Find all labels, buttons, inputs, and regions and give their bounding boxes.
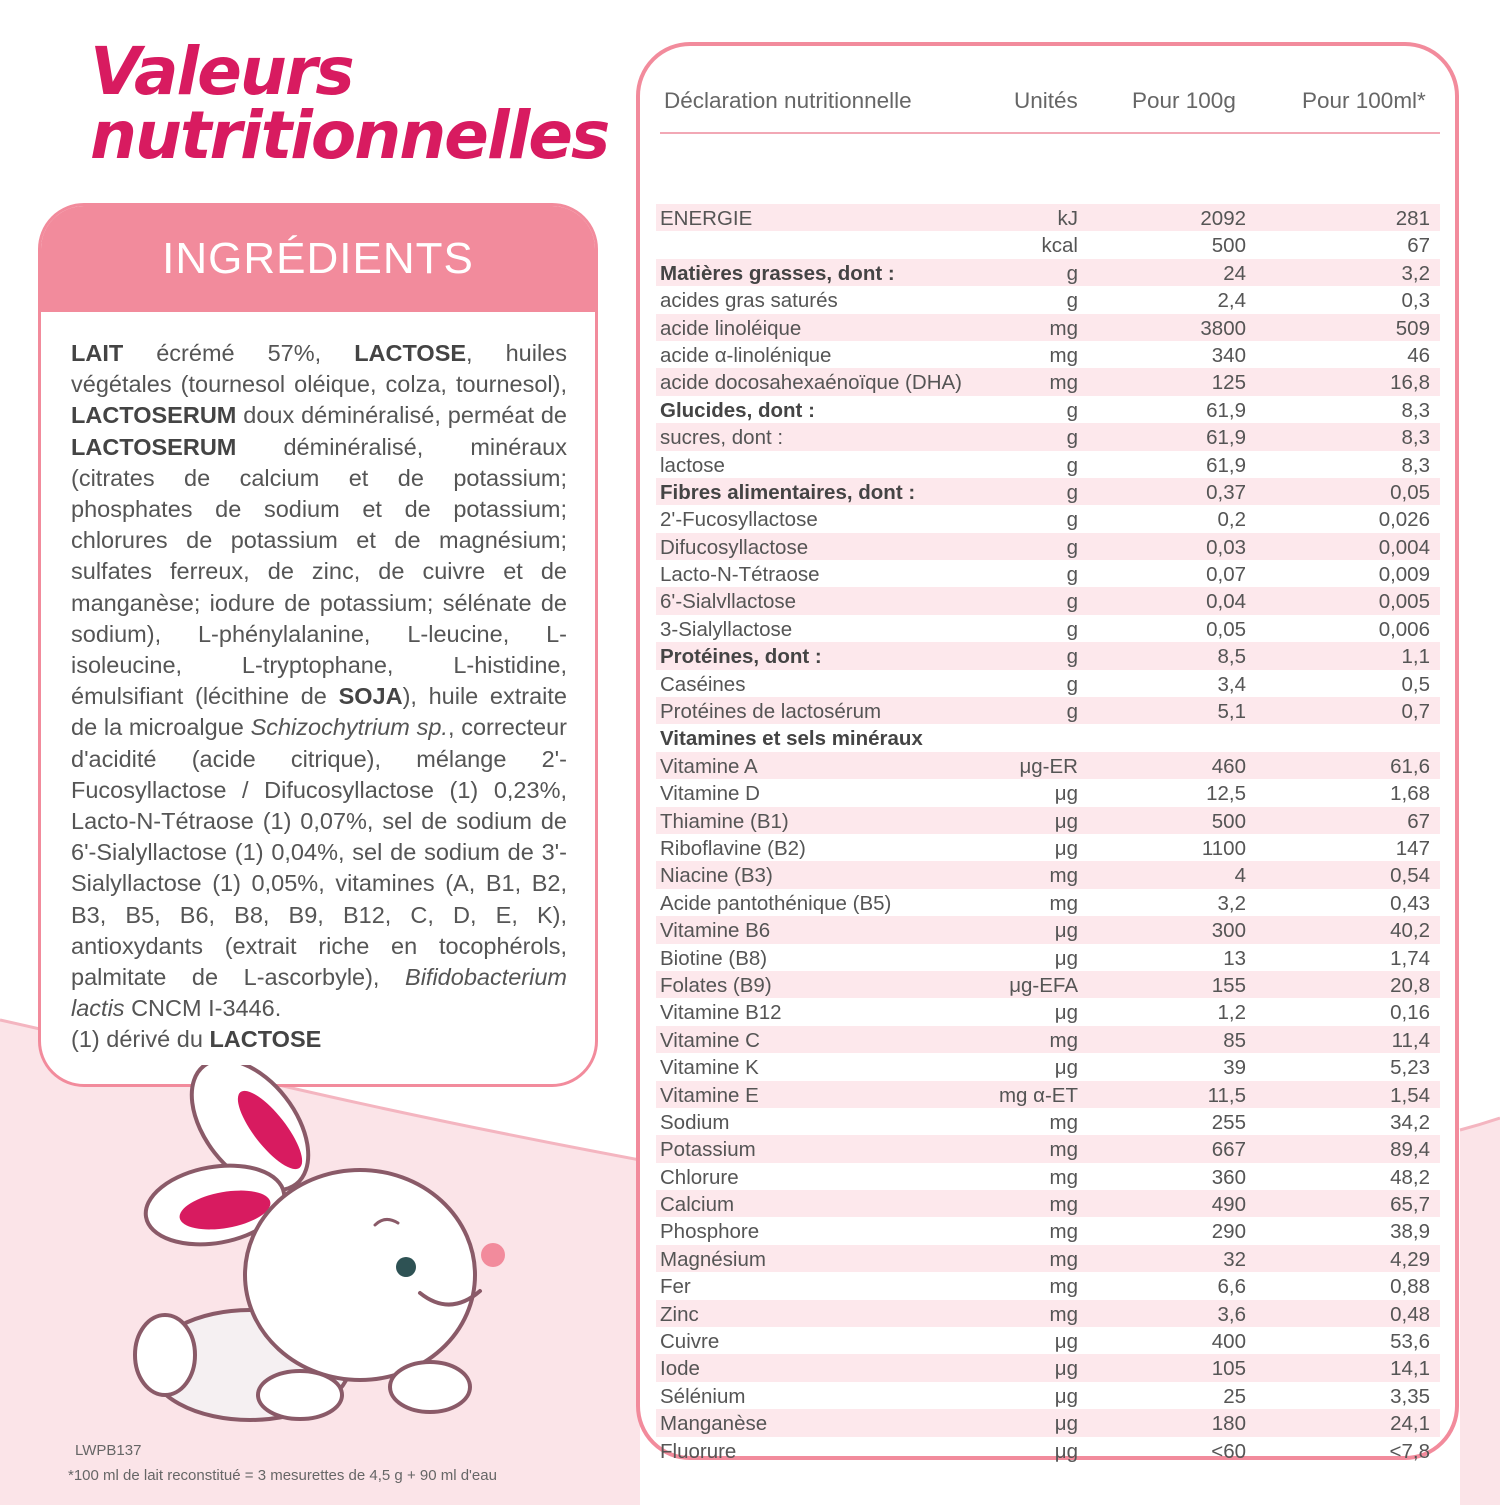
- value-per-100ml: 0,004: [1378, 535, 1430, 559]
- header-units: Unités: [1014, 88, 1078, 113]
- value-per-100g: 667: [1211, 1138, 1246, 1162]
- value-per-100g: 460: [1211, 754, 1246, 778]
- value-per-100ml: 8,3: [1401, 398, 1430, 422]
- value-per-100g: 0,05: [1206, 617, 1246, 641]
- value-per-100g: 105: [1211, 1357, 1246, 1381]
- nutrient-name: Vitamine B6: [660, 919, 771, 943]
- nutrient-unit: g: [1066, 289, 1078, 313]
- nutrient-name: Fibres alimentaires, dont :: [660, 480, 916, 504]
- value-per-100ml: 34,2: [1390, 1110, 1430, 1134]
- nutrient-unit: g: [1066, 563, 1078, 587]
- value-per-100g: 61,9: [1206, 426, 1246, 450]
- value-per-100ml: 16,8: [1390, 371, 1430, 395]
- nutrient-name: ENERGIE: [660, 207, 753, 230]
- nutrient-name: Vitamine E: [660, 1083, 759, 1107]
- nutrient-name: Vitamine C: [660, 1028, 760, 1052]
- ingredient-segment: LACTOSE: [354, 340, 467, 366]
- nutrient-unit: μg: [1054, 1001, 1078, 1025]
- value-per-100ml: 0,005: [1378, 590, 1430, 614]
- nutrient-unit: μg: [1054, 1412, 1078, 1436]
- value-per-100g: 180: [1211, 1412, 1246, 1436]
- ingredient-segment: SOJA: [338, 683, 403, 710]
- nutrition-rows: [656, 204, 1440, 1464]
- table-row: [656, 1382, 1440, 1409]
- nutrient-unit: g: [1066, 508, 1078, 532]
- value-per-100ml: 4,29: [1390, 1247, 1430, 1271]
- value-per-100ml: 0,16: [1390, 1001, 1430, 1025]
- value-per-100g: 61,9: [1206, 398, 1246, 422]
- value-per-100g: 32: [1223, 1247, 1246, 1271]
- value-per-100g: 290: [1211, 1220, 1246, 1244]
- table-row: [656, 314, 1440, 341]
- value-per-100ml: <7,8: [1389, 1439, 1430, 1463]
- nutrient-name: Manganèse: [660, 1412, 768, 1436]
- nutrient-name: Vitamine D: [660, 782, 760, 806]
- table-row: [656, 1081, 1440, 1108]
- value-per-100g: 4: [1234, 864, 1246, 888]
- table-row: [656, 889, 1440, 916]
- nutrient-name: Sélénium: [660, 1384, 746, 1408]
- table-row: [656, 944, 1440, 971]
- value-per-100ml: 0,48: [1390, 1302, 1430, 1326]
- ingredient-segment: Bifidobacterium lactis: [71, 964, 567, 1022]
- nutrient-unit: mg: [1049, 1138, 1078, 1162]
- table-row: [656, 1163, 1440, 1190]
- nutrient-name: Chlorure: [660, 1165, 739, 1189]
- ingredient-segment: ), huile extraite de la microalgue: [71, 683, 567, 741]
- nutrient-unit: mg: [1049, 1193, 1078, 1217]
- value-per-100g: 11,5: [1207, 1083, 1246, 1107]
- value-per-100g: 125: [1211, 371, 1246, 395]
- ingredients-text: [41, 312, 595, 1056]
- ingredient-segment: Schizochytrium sp.: [250, 714, 448, 741]
- value-per-100ml: 0,88: [1390, 1275, 1430, 1299]
- nutrient-unit: g: [1066, 453, 1078, 477]
- table-row: [656, 396, 1440, 423]
- nutrient-name: Iode: [660, 1357, 700, 1381]
- table-row: [656, 423, 1440, 450]
- value-per-100ml: 0,009: [1378, 563, 1430, 587]
- value-per-100ml: 11,4: [1391, 1028, 1430, 1052]
- nutrient-unit: g: [1066, 700, 1078, 724]
- value-per-100ml: 0,5: [1401, 672, 1430, 696]
- value-per-100g: 500: [1211, 234, 1246, 258]
- table-row: [656, 971, 1440, 998]
- nutrient-unit: g: [1066, 590, 1078, 614]
- value-per-100ml: 509: [1395, 316, 1430, 340]
- value-per-100ml: 1,68: [1390, 782, 1430, 806]
- title-line-2: nutritionnelles: [90, 97, 609, 174]
- nutrient-name: acides gras saturés: [660, 289, 838, 313]
- table-row: [656, 779, 1440, 806]
- nutrient-name: Biotine (B8): [660, 946, 768, 970]
- nutrient-name: Thiamine (B1): [660, 809, 789, 833]
- ingredient-segment: , correcteur d'acidité (acide citrique), mélange 2'-Fucosyllactose / Difucosyllactose (1) 0,23%, Lacto-N-Tétraose (1) 0,07%, sel de sodium de 6'-Sialyllactose (1) 0,04%, sel de sodium de 3'-Sialyllactose (1) 0,05%, vitamines (A, B1, B2, B3, B5, B6, B8, B9, B12, C, D, E, K), antioxydants (extrait riche en tocophérols, palmitate de L-ascorbyle),: [71, 714, 568, 991]
- nutrient-unit: kcal: [1041, 234, 1078, 258]
- bunny-mascot-illustration: [130, 1065, 520, 1445]
- nutrient-unit: g: [1066, 645, 1078, 669]
- nutrient-name: Phosphore: [660, 1220, 760, 1244]
- table-row: [656, 697, 1440, 724]
- table-row: [656, 1327, 1440, 1354]
- table-row: [656, 341, 1440, 368]
- nutrient-unit: μg: [1054, 1384, 1078, 1408]
- value-per-100ml: 3,2: [1401, 261, 1430, 285]
- nutrient-unit: μg: [1054, 1056, 1078, 1080]
- footnote: *100 ml de lait reconstitué = 3 mesurettes de 4,5 g + 90 ml d'eau: [68, 1467, 497, 1484]
- table-row: [656, 998, 1440, 1025]
- nutrient-name: Riboflavine (B2): [660, 836, 806, 860]
- nutrient-unit: mg: [1049, 1028, 1078, 1052]
- nutrient-unit: g: [1066, 398, 1078, 422]
- nutrient-name: Difucosyllactose: [660, 535, 809, 559]
- value-per-100g: 0,2: [1217, 508, 1246, 532]
- nutrient-name: Magnésium: [660, 1247, 766, 1271]
- table-row: [656, 670, 1440, 697]
- value-per-100g: 0,04: [1206, 590, 1246, 614]
- table-row: [656, 587, 1440, 614]
- nutrient-unit: mg: [1049, 371, 1078, 395]
- value-per-100g: 13: [1223, 946, 1246, 970]
- note-prefix: (1) dérivé du: [71, 1026, 210, 1053]
- table-row: [656, 231, 1440, 258]
- table-row: [656, 615, 1440, 642]
- nutrient-unit: mg: [1049, 1165, 1078, 1189]
- nutrient-unit: mg: [1049, 1275, 1078, 1299]
- table-row: [656, 834, 1440, 861]
- value-per-100g: 5,1: [1217, 700, 1246, 724]
- nutrient-name: Vitamine A: [660, 754, 758, 778]
- nutrient-name: Vitamines et sels minéraux: [660, 727, 923, 751]
- table-row: [656, 259, 1440, 286]
- page-title: [90, 33, 609, 174]
- nutrient-unit: μg: [1054, 1330, 1078, 1354]
- value-per-100ml: 24,1: [1390, 1412, 1430, 1436]
- nutrient-unit: μg: [1054, 1439, 1078, 1463]
- table-row: [656, 1354, 1440, 1381]
- value-per-100ml: 5,23: [1390, 1056, 1430, 1080]
- value-per-100g: 3,2: [1217, 891, 1246, 915]
- ingredient-segment: doux déminéralisé, perméat de: [236, 402, 567, 429]
- nutrient-name: acide linoléique: [660, 316, 802, 340]
- nutrient-unit: μg: [1054, 919, 1078, 943]
- nutrient-name: Caséines: [660, 672, 746, 696]
- ingredient-segment: LACTOSERUM: [71, 402, 237, 429]
- nutrient-name: sucres, dont :: [660, 426, 784, 450]
- value-per-100g: 0,07: [1206, 563, 1246, 587]
- table-row: [656, 1135, 1440, 1162]
- value-per-100g: 8,5: [1217, 645, 1246, 669]
- ingredient-segment: LAIT: [71, 340, 124, 366]
- nutrient-unit: mg: [1049, 1220, 1078, 1244]
- title-line-1: Valeurs: [90, 33, 353, 110]
- table-row: [656, 861, 1440, 888]
- nutrient-unit: mg: [1049, 316, 1078, 340]
- nutrient-name: Lacto-N-Tétraose: [660, 563, 820, 587]
- value-per-100ml: 20,8: [1390, 973, 1430, 997]
- nutrient-name: Cuivre: [660, 1330, 720, 1354]
- value-per-100ml: 89,4: [1390, 1138, 1430, 1162]
- table-row: [656, 368, 1440, 395]
- value-per-100ml: 40,2: [1390, 919, 1430, 943]
- value-per-100ml: 1,74: [1390, 946, 1430, 970]
- value-per-100g: 490: [1211, 1193, 1246, 1217]
- value-per-100ml: 67: [1407, 809, 1430, 833]
- nutrient-unit: μg: [1054, 836, 1078, 860]
- value-per-100ml: 0,006: [1378, 617, 1430, 641]
- header-declaration: Déclaration nutritionnelle: [664, 88, 912, 113]
- value-per-100ml: 0,05: [1390, 480, 1430, 504]
- value-per-100ml: 65,7: [1390, 1193, 1430, 1217]
- value-per-100g: 0,03: [1206, 535, 1246, 559]
- nutrient-unit: μg: [1054, 1357, 1078, 1381]
- nutrient-name: acide docosahexaénoïque (DHA): [660, 371, 962, 395]
- table-row: [656, 642, 1440, 669]
- table-row: [656, 1300, 1440, 1327]
- value-per-100g: 24: [1223, 261, 1246, 285]
- value-per-100g: 6,6: [1217, 1275, 1246, 1299]
- nutrient-name: Vitamine B12: [660, 1001, 782, 1025]
- ingredient-segment: CNCM I-3446.: [124, 995, 282, 1022]
- nutrient-name: Acide pantothénique (B5): [660, 891, 892, 915]
- value-per-100g: 12,5: [1206, 782, 1246, 806]
- nutrient-unit: mg: [1049, 891, 1078, 915]
- value-per-100g: 500: [1211, 809, 1246, 833]
- nutrient-name: Sodium: [660, 1110, 730, 1134]
- value-per-100ml: 1,54: [1390, 1083, 1430, 1107]
- table-row: [656, 1190, 1440, 1217]
- nutrient-name: Potassium: [660, 1138, 756, 1162]
- value-per-100g: 2,4: [1217, 289, 1246, 313]
- nutrient-name: Vitamine K: [660, 1056, 759, 1080]
- value-per-100ml: 0,54: [1390, 864, 1430, 888]
- nutrient-name: 2'-Fucosyllactose: [660, 508, 818, 532]
- table-row: [656, 204, 1440, 231]
- ingredients-header: INGRÉDIENTS: [41, 206, 595, 312]
- value-per-100ml: 8,3: [1401, 453, 1430, 477]
- table-row: [656, 807, 1440, 834]
- value-per-100g: 1,2: [1217, 1001, 1246, 1025]
- value-per-100ml: 281: [1395, 207, 1430, 230]
- ingredient-segment: écrémé 57%,: [123, 340, 355, 366]
- nutrient-unit: μg-ER: [1019, 754, 1078, 778]
- value-per-100ml: 0,026: [1378, 508, 1430, 532]
- value-per-100g: 85: [1223, 1028, 1246, 1052]
- nutrition-table-header: [660, 88, 1440, 134]
- nutrient-unit: g: [1066, 480, 1078, 504]
- nutrient-unit: μg: [1054, 809, 1078, 833]
- value-per-100ml: 38,9: [1390, 1220, 1430, 1244]
- value-per-100g: 3,4: [1217, 672, 1246, 696]
- nutrient-unit: g: [1066, 672, 1078, 696]
- value-per-100g: 3,6: [1217, 1302, 1246, 1326]
- nutrient-name: Glucides, dont :: [660, 398, 815, 422]
- value-per-100ml: 46: [1407, 343, 1430, 367]
- value-per-100g: 3800: [1200, 316, 1246, 340]
- nutrient-unit: mg: [1049, 343, 1078, 367]
- table-row: [656, 1272, 1440, 1299]
- table-row: [656, 560, 1440, 587]
- nutrient-unit: μg: [1054, 946, 1078, 970]
- value-per-100g: 25: [1223, 1384, 1246, 1408]
- value-per-100ml: 67: [1407, 234, 1430, 258]
- nutrient-unit: g: [1066, 535, 1078, 559]
- table-row: [656, 1409, 1440, 1436]
- header-per-100ml: Pour 100ml*: [1302, 88, 1426, 113]
- nutrient-unit: μg-EFA: [1009, 973, 1078, 997]
- table-row: [656, 916, 1440, 943]
- nutrient-unit: mg: [1049, 1247, 1078, 1271]
- nutrient-name: Niacine (B3): [660, 864, 773, 888]
- header-per-100g: Pour 100g: [1132, 88, 1236, 113]
- value-per-100ml: 14,1: [1390, 1357, 1430, 1381]
- note-bold: LACTOSE: [209, 1026, 322, 1053]
- table-row: [656, 1053, 1440, 1080]
- value-per-100g: 39: [1223, 1056, 1246, 1080]
- value-per-100g: 340: [1211, 343, 1246, 367]
- value-per-100ml: 53,6: [1390, 1330, 1430, 1354]
- value-per-100ml: 1,1: [1401, 645, 1430, 669]
- ingredient-segment: LACTOSERUM: [71, 433, 237, 460]
- nutrient-name: Calcium: [660, 1193, 735, 1217]
- table-row: [656, 1245, 1440, 1272]
- table-row: [656, 533, 1440, 560]
- nutrient-name: acide α-linolénique: [660, 343, 832, 367]
- value-per-100g: 61,9: [1206, 453, 1246, 477]
- value-per-100ml: 0,3: [1401, 289, 1430, 313]
- nutrient-unit: μg: [1054, 782, 1078, 806]
- product-code: LWPB137: [75, 1442, 142, 1459]
- ingredients-body: [71, 338, 567, 1024]
- value-per-100ml: 147: [1395, 836, 1430, 860]
- nutrient-name: 6'-Sialvllactose: [660, 590, 797, 614]
- value-per-100ml: 3,35: [1390, 1384, 1430, 1408]
- nutrient-name: 3-Sialyllactose: [660, 617, 793, 641]
- table-row: [656, 286, 1440, 313]
- value-per-100g: 300: [1211, 919, 1246, 943]
- value-per-100ml: 61,6: [1390, 754, 1430, 778]
- value-per-100g: 0,37: [1206, 480, 1246, 504]
- value-per-100ml: 0,43: [1390, 891, 1430, 915]
- nutrient-unit: g: [1066, 261, 1078, 285]
- value-per-100g: 1100: [1201, 836, 1246, 860]
- table-row: [656, 752, 1440, 779]
- nutrient-unit: mg α-ET: [998, 1083, 1078, 1107]
- nutrient-name: Protéines de lactosérum: [660, 700, 882, 724]
- nutrient-name: Folates (B9): [660, 973, 772, 997]
- nutrition-table-card: [636, 42, 1459, 1463]
- value-per-100ml: 0,7: [1401, 700, 1430, 724]
- table-row: [656, 451, 1440, 478]
- ingredients-card: [38, 203, 598, 1087]
- nutrient-name: Fer: [660, 1275, 691, 1299]
- table-row: [656, 724, 1440, 751]
- table-row: [656, 478, 1440, 505]
- ingredient-segment: , huiles végétales (tournesol oléique, colza, tournesol),: [71, 340, 567, 398]
- nutrient-unit: mg: [1049, 864, 1078, 888]
- value-per-100g: <60: [1211, 1439, 1246, 1463]
- nutrient-unit: kJ: [1057, 207, 1078, 230]
- value-per-100g: 360: [1211, 1165, 1246, 1189]
- ingredient-segment: déminéralisé, minéraux (citrates de calcium et de potassium; phosphates de sodium et de potassium; chlorures de potassium et de magnésium; sulfates ferreux, de zinc, de cuivre et de manganèse; iodure de potassium; sélénate de sodium), L-phénylalanine, L-leucine, L-isoleucine, L-tryptophane, L-histidine, émulsifiant (lécithine de: [71, 433, 567, 710]
- nutrient-name: Matières grasses, dont :: [660, 261, 895, 285]
- nutrient-unit: g: [1066, 426, 1078, 450]
- value-per-100g: 155: [1211, 973, 1246, 997]
- value-per-100ml: 8,3: [1401, 426, 1430, 450]
- table-row: [656, 505, 1440, 532]
- nutrient-name: Fluorure: [660, 1439, 737, 1463]
- nutrient-name: Protéines, dont :: [660, 645, 822, 669]
- nutrient-unit: g: [1066, 617, 1078, 641]
- value-per-100g: 255: [1211, 1110, 1246, 1134]
- table-row: [656, 1026, 1440, 1053]
- value-per-100g: 400: [1211, 1330, 1246, 1354]
- table-row: [656, 1108, 1440, 1135]
- ingredients-note: [71, 1024, 567, 1055]
- nutrient-unit: mg: [1049, 1302, 1078, 1326]
- value-per-100ml: 48,2: [1390, 1165, 1430, 1189]
- table-row: [656, 1217, 1440, 1244]
- value-per-100g: 2092: [1200, 207, 1246, 230]
- nutrient-name: lactose: [660, 453, 725, 477]
- nutrient-unit: mg: [1049, 1110, 1078, 1134]
- table-row: [656, 1437, 1440, 1464]
- nutrient-name: Zinc: [660, 1302, 699, 1326]
